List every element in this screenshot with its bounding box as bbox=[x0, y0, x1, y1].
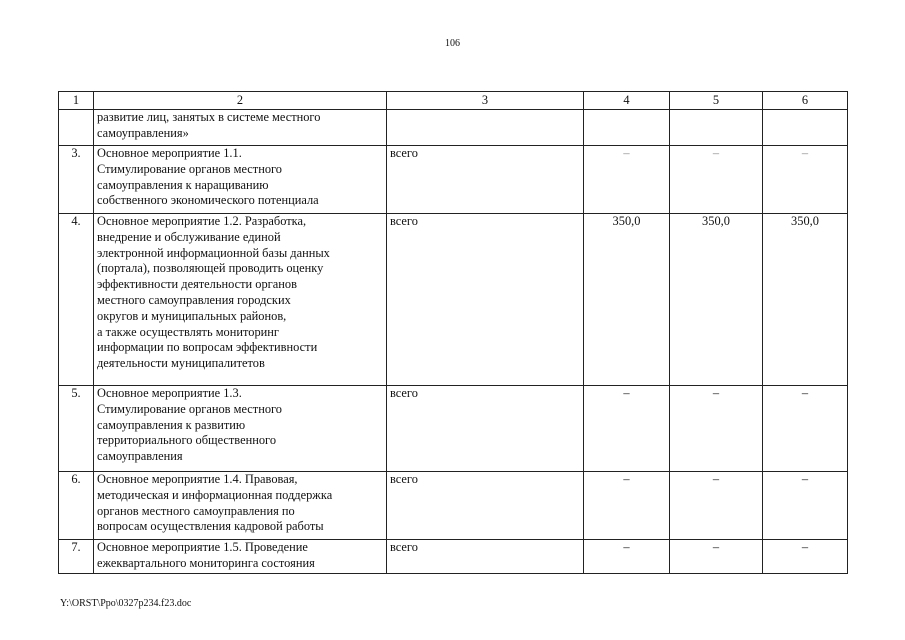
row-value-4: 350,0 bbox=[584, 214, 670, 386]
table-header-row bbox=[59, 92, 848, 110]
row-source: всего bbox=[387, 472, 584, 540]
row-value-5: – bbox=[670, 540, 763, 574]
row-number: 4. bbox=[59, 214, 94, 386]
table-row bbox=[59, 472, 848, 540]
row-value-5: 350,0 bbox=[670, 214, 763, 386]
program-table bbox=[58, 91, 848, 574]
row-value-6 bbox=[763, 110, 848, 146]
row-value-4: – bbox=[584, 146, 670, 214]
row-value-6: – bbox=[763, 540, 848, 574]
row-description: Основное мероприятие 1.5. Проведение ежеквартального мониторинга состояния bbox=[94, 540, 387, 574]
row-description: Основное мероприятие 1.2. Разработка, внедрение и обслуживание единой электронной информационной базы данных (портала), позволяющей проводить оценку эффективности деятельности органов местного самоуправления городских округов и муниципальных районов, а также осуществлять мониторинг информации по вопросам эффективности деятельности муниципалитетов bbox=[94, 214, 387, 386]
header-col-4: 4 bbox=[584, 92, 670, 110]
header-col-2: 2 bbox=[94, 92, 387, 110]
row-source: всего bbox=[387, 540, 584, 574]
row-number: 3. bbox=[59, 146, 94, 214]
row-source: всего bbox=[387, 214, 584, 386]
row-source: всего bbox=[387, 386, 584, 472]
row-number: 5. bbox=[59, 386, 94, 472]
table-row bbox=[59, 110, 848, 146]
row-source bbox=[387, 110, 584, 146]
row-number: 6. bbox=[59, 472, 94, 540]
row-value-6: 350,0 bbox=[763, 214, 848, 386]
header-col-5: 5 bbox=[670, 92, 763, 110]
file-path-footer: Y:\ORST\Ppo\0327p234.f23.doc bbox=[60, 598, 192, 609]
row-description: Основное мероприятие 1.3. Стимулирование органов местного самоуправления к развитию территориального общественного самоуправления bbox=[94, 386, 387, 472]
header-col-1: 1 bbox=[59, 92, 94, 110]
row-number bbox=[59, 110, 94, 146]
row-value-6: – bbox=[763, 146, 848, 214]
row-description: развитие лиц, занятых в системе местного самоуправления» bbox=[94, 110, 387, 146]
row-description: Основное мероприятие 1.4. Правовая, методическая и информационная поддержка органов местного самоуправления по вопросам осуществления кадровой работы bbox=[94, 472, 387, 540]
table-row bbox=[59, 146, 848, 214]
page-number: 106 bbox=[445, 38, 460, 49]
header-col-6: 6 bbox=[763, 92, 848, 110]
row-description: Основное мероприятие 1.1. Стимулирование органов местного самоуправления к наращиванию собственного экономического потенциала bbox=[94, 146, 387, 214]
header-col-3: 3 bbox=[387, 92, 584, 110]
row-value-4: – bbox=[584, 540, 670, 574]
row-value-5: – bbox=[670, 146, 763, 214]
row-value-5 bbox=[670, 110, 763, 146]
row-value-5: – bbox=[670, 472, 763, 540]
row-value-4: – bbox=[584, 472, 670, 540]
row-number: 7. bbox=[59, 540, 94, 574]
row-value-5: – bbox=[670, 386, 763, 472]
table-row bbox=[59, 214, 848, 386]
table-row bbox=[59, 386, 848, 472]
table-row bbox=[59, 540, 848, 574]
row-source: всего bbox=[387, 146, 584, 214]
row-value-6: – bbox=[763, 472, 848, 540]
row-value-4 bbox=[584, 110, 670, 146]
row-value-6: – bbox=[763, 386, 848, 472]
row-value-4: – bbox=[584, 386, 670, 472]
